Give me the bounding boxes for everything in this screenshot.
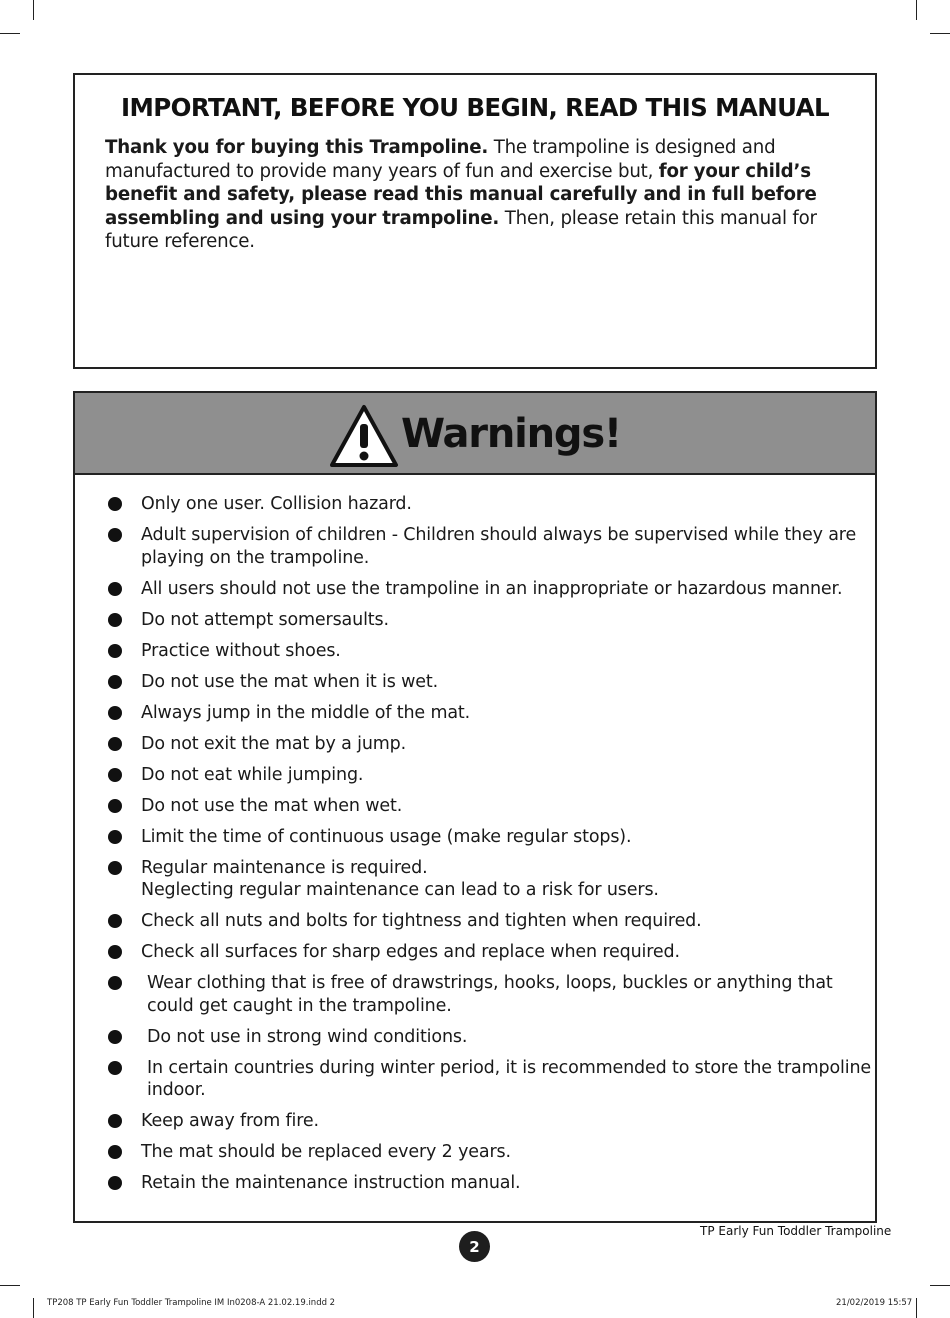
warning-text: Do not use the mat when it is wet. — [141, 671, 439, 692]
warnings-list — [103, 493, 873, 1203]
bullet-icon — [108, 830, 122, 844]
bullet-icon — [108, 976, 122, 990]
crop-mark — [0, 33, 20, 34]
crop-mark — [916, 0, 917, 20]
bullet-icon — [108, 799, 122, 813]
bullet-icon — [108, 1030, 122, 1044]
warning-item — [103, 1141, 873, 1164]
crop-mark — [930, 1285, 950, 1286]
bullet-icon — [108, 1145, 122, 1159]
warning-item — [103, 941, 873, 964]
warning-text: Keep away from fire. — [141, 1111, 319, 1131]
warning-item — [103, 795, 873, 818]
warning-text: Check all nuts and bolts for tightness and tighten when required. — [141, 911, 702, 931]
warnings-box — [73, 391, 877, 1223]
warning-triangle-icon — [329, 404, 399, 468]
warnings-header — [75, 393, 875, 475]
warning-item — [103, 764, 873, 787]
intro-bold-mid: for your child’s benefit and safety, please read this manual carefully and in full before assembling and using your trampoline. — [105, 160, 817, 229]
intro-text-mid: The trampoline is designed and manufactured to provide many years of fun and exercise but, — [105, 137, 776, 182]
bullet-icon — [108, 914, 122, 928]
page-number: 2 — [459, 1231, 490, 1262]
warning-text-line2: Neglecting regular maintenance can lead to a risk for users. — [141, 880, 659, 900]
warning-item — [103, 1026, 873, 1049]
intro-text-end: Then, please retain this manual for future reference. — [105, 207, 817, 252]
warning-text: Limit the time of continuous usage (make regular stops). — [141, 826, 632, 847]
bullet-icon — [108, 706, 122, 720]
warning-text: The mat should be replaced every 2 years. — [141, 1142, 511, 1162]
warning-text: Wear clothing that is free of drawstrings, hooks, loops, buckles or anything that could get caught in the trampoline. — [147, 973, 833, 1016]
warnings-title: Warnings! — [401, 411, 621, 457]
warning-item — [103, 910, 873, 933]
intro-bold-lead: Thank you for buying this Trampoline. — [105, 137, 489, 158]
bullet-icon — [108, 1176, 122, 1190]
crop-mark — [930, 33, 950, 34]
bullet-icon — [108, 528, 122, 542]
bullet-icon — [108, 1114, 122, 1128]
warning-item — [103, 702, 873, 725]
bullet-icon — [108, 613, 122, 627]
bullet-icon — [108, 768, 122, 782]
crop-mark — [33, 1298, 34, 1318]
bullet-icon — [108, 675, 122, 689]
warning-text: Do not eat while jumping. — [141, 764, 364, 785]
crop-mark — [916, 1298, 917, 1318]
intro-paragraph — [105, 136, 845, 254]
warning-item — [103, 524, 873, 569]
bullet-icon — [108, 945, 122, 959]
bullet-icon — [108, 1061, 122, 1075]
warning-text: Do not exit the mat by a jump. — [141, 733, 407, 754]
warning-item — [103, 1057, 873, 1102]
warning-item — [103, 972, 873, 1017]
warning-text: Do not attempt somersaults. — [141, 609, 389, 630]
warning-text: Do not use in strong wind conditions. — [147, 1026, 468, 1047]
crop-mark — [0, 1285, 20, 1286]
warning-text: In certain countries during winter period, it is recommended to store the trampoline indoor. — [147, 1057, 872, 1100]
warning-item — [103, 733, 873, 756]
warning-text: Do not use the mat when wet. — [141, 795, 403, 816]
footer-product-name: TP Early Fun Toddler Trampoline — [700, 1224, 892, 1238]
warning-item — [103, 640, 873, 663]
bullet-icon — [108, 737, 122, 751]
warning-text: Practice without shoes. — [141, 640, 341, 661]
warning-text: Check all surfaces for sharp edges and replace when required. — [141, 942, 680, 962]
warning-text: Retain the maintenance instruction manual. — [141, 1173, 521, 1193]
crop-mark — [33, 0, 34, 20]
warning-text: Regular maintenance is required. — [141, 857, 428, 878]
bullet-icon — [108, 644, 122, 658]
bullet-icon — [108, 497, 122, 511]
intro-title: IMPORTANT, BEFORE YOU BEGIN, READ THIS MANUAL — [120, 93, 830, 122]
warning-item — [103, 578, 873, 601]
warning-text: Adult supervision of children - Children should always be supervised while they are playing on the trampoline. — [141, 525, 857, 568]
warning-item — [103, 671, 873, 694]
warning-item — [103, 857, 873, 902]
warning-text: Only one user. Collision hazard. — [141, 494, 412, 514]
bullet-icon — [108, 582, 122, 596]
warning-item — [103, 609, 873, 632]
slug-file-info: TP208 TP Early Fun Toddler Trampoline IM In0208-A 21.02.19.indd 2 — [47, 1298, 336, 1308]
warning-item — [103, 1172, 873, 1195]
warning-text: Always jump in the middle of the mat. — [141, 702, 471, 723]
warning-item — [103, 493, 873, 516]
warning-item — [103, 826, 873, 849]
warning-text: All users should not use the trampoline in an inappropriate or hazardous manner. — [141, 578, 843, 599]
slug-date: 21/02/2019 15:57 — [836, 1298, 913, 1308]
bullet-icon — [108, 861, 122, 875]
warning-item — [103, 1110, 873, 1133]
intro-box — [73, 73, 877, 369]
